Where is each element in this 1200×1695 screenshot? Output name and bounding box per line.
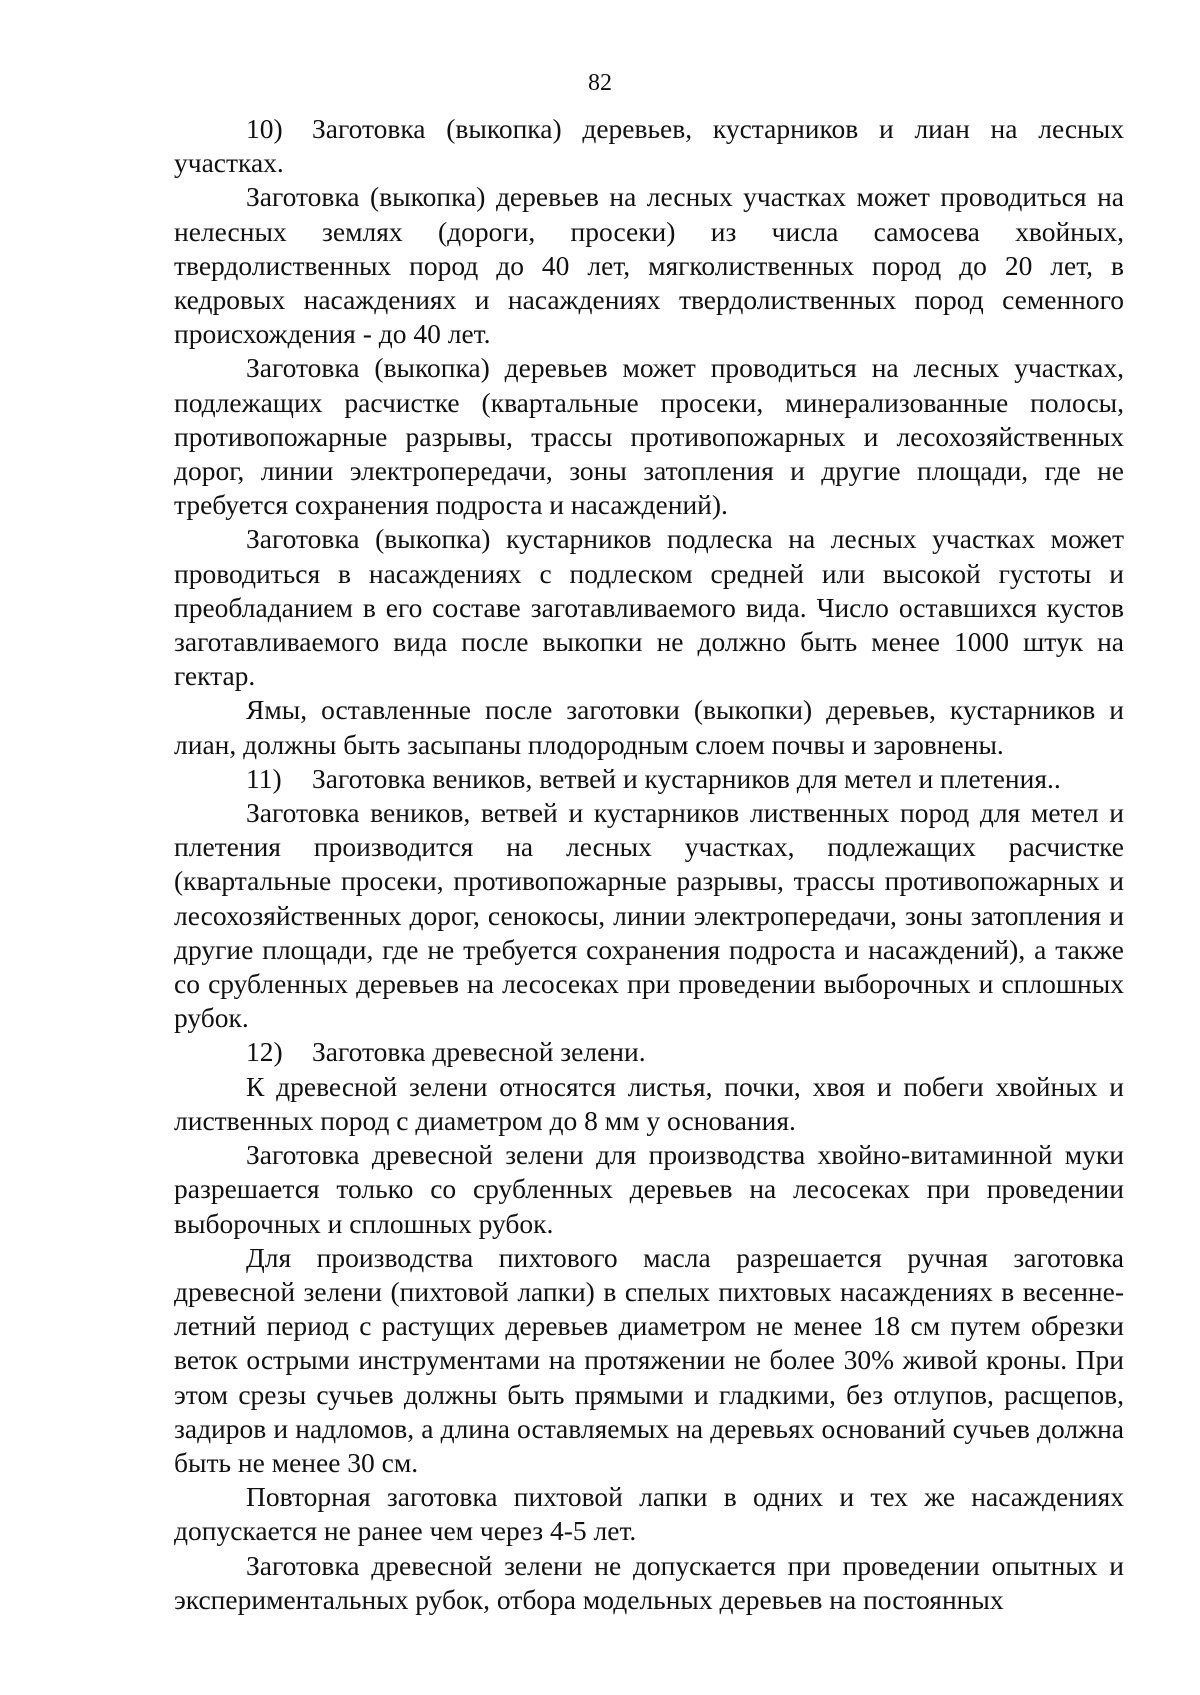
paragraph: Заготовка древесной зелени для производства хвойно-витаминной муки разрешается только со срубленных деревьев на лесосеках при проведении выборочных и сплошных рубок. <box>174 1139 1124 1239</box>
list-item-12 <box>174 1035 1124 1069</box>
list-item-number: 10) <box>246 113 283 144</box>
list-item-10 <box>174 112 1124 180</box>
list-item-number: 12) <box>246 1036 283 1068</box>
page-number: 82 <box>588 70 612 96</box>
document-body <box>174 112 1124 1617</box>
paragraph: Заготовка веников, ветвей и кустарников лиственных пород для метел и плетения производится на лесных участках, подлежащих расчистке (квартальные просеки, противопожарные разрывы, трассы противопожарных и лесохозяйственных дорог, сенокосы, линии электропередачи, зоны затопления и другие площади, где не требуется сохранения подроста и насаждений), а также со срубленных деревьев на лесосеках при проведении выборочных и сплошных рубок. <box>174 797 1124 1034</box>
list-item-text: Заготовка (выкопка) деревьев, кустарников и лиан на лесных участках. <box>174 113 1124 179</box>
paragraph: Заготовка (выкопка) деревьев на лесных участках может проводиться на нелесных землях (дороги, просеки) из числа самосева хвойных, твердолиственных пород до 40 лет, мягколиственных пород до 20 лет, в кедровых насаждениях и насаждениях твердолиственных пород семенного происхождения - до 40 лет. <box>174 181 1124 350</box>
paragraph: Заготовка (выкопка) деревьев может проводиться на лесных участках, подлежащих расчистке (квартальные просеки, минерализованные полосы, противопожарные разрывы, трассы противопожарных и лесохозяйственных дорог, линии электропередачи, зоны затопления и другие площади, где не требуется сохранения подроста и насаждений). <box>174 352 1124 521</box>
list-item-11 <box>174 762 1124 796</box>
paragraph: Заготовка древесной зелени не допускается при проведении опытных и экспериментальных рубок, отбора модельных деревьев на постоянных <box>174 1549 1124 1615</box>
paragraph: К древесной зелени относятся листья, почки, хвоя и побеги хвойных и лиственных пород с диаметром до 8 мм у основания. <box>174 1070 1124 1136</box>
paragraph: Заготовка (выкопка) кустарников подлеска на лесных участках может проводиться в насаждениях с подлеском средней или высокой густоты и преобладанием в его составе заготавливаемого вида. Число оставшихся кустов заготавливаемого вида после выкопки не должно быть менее 1000 штук на гектар. <box>174 523 1124 692</box>
list-item-text: Заготовка веников, ветвей и кустарников для метел и плетения.. <box>312 762 1061 794</box>
list-item-text: Заготовка древесной зелени. <box>312 1036 646 1068</box>
list-item-number: 11) <box>246 762 282 794</box>
paragraph: Для производства пихтового масла разрешается ручная заготовка древесной зелени (пихтовой лапки) в спелых пихтовых насаждениях в весенне-летний период с растущих деревьев диаметром не менее 18 см путем обрезки веток острыми инструментами на протяжении не более 30% живой кроны. При этом срезы сучьев должны быть прямыми и гладкими, без отлупов, расщепов, задиров и надломов, а длина оставляемых на деревьях оснований сучьев должна быть не менее 30 см. <box>174 1241 1124 1478</box>
paragraph: Повторная заготовка пихтовой лапки в одних и тех же насаждениях допускается не ранее чем через 4-5 лет. <box>174 1481 1124 1547</box>
paragraph: Ямы, оставленные после заготовки (выкопки) деревьев, кустарников и лиан, должны быть засыпаны плодородным слоем почвы и заровнены. <box>174 694 1124 760</box>
